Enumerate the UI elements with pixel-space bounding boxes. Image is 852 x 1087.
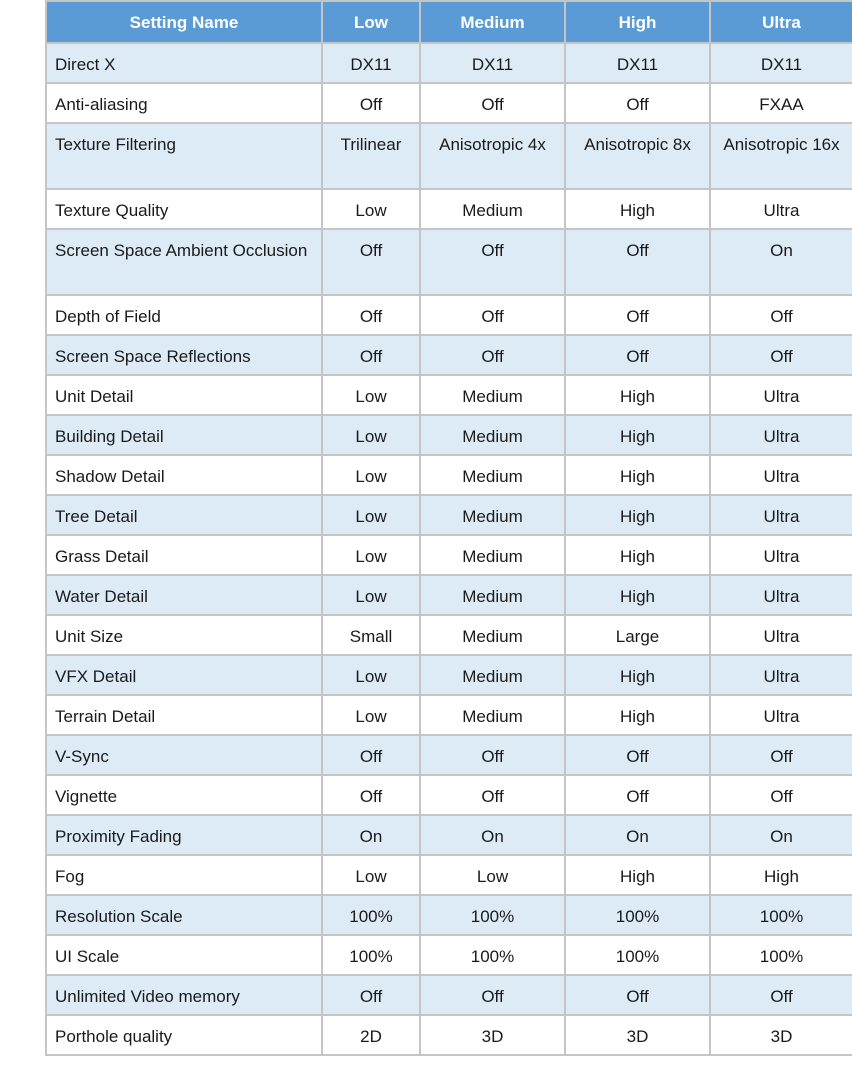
value-cell-low: Off bbox=[322, 295, 420, 335]
value-cell-low: Low bbox=[322, 695, 420, 735]
value-cell-low: Off bbox=[322, 83, 420, 123]
value-cell-medium: DX11 bbox=[420, 43, 565, 83]
value-cell-high: High bbox=[565, 455, 710, 495]
table-row bbox=[46, 415, 852, 455]
value-cell-ultra: 3D bbox=[710, 1015, 852, 1055]
value-cell-high: High bbox=[565, 855, 710, 895]
setting-name-cell: VFX Detail bbox=[46, 655, 322, 695]
value-cell-medium: Off bbox=[420, 975, 565, 1015]
setting-name-cell: Texture Filtering bbox=[46, 123, 322, 189]
value-cell-ultra: 100% bbox=[710, 895, 852, 935]
setting-name-cell: V-Sync bbox=[46, 735, 322, 775]
value-cell-ultra: Anisotropic 16x bbox=[710, 123, 852, 189]
value-cell-high: High bbox=[565, 535, 710, 575]
setting-name-cell: Proximity Fading bbox=[46, 815, 322, 855]
table-row bbox=[46, 83, 852, 123]
value-cell-medium: Off bbox=[420, 295, 565, 335]
value-cell-medium: 100% bbox=[420, 895, 565, 935]
value-cell-ultra: 100% bbox=[710, 935, 852, 975]
value-cell-medium: 100% bbox=[420, 935, 565, 975]
setting-name-cell: Depth of Field bbox=[46, 295, 322, 335]
table-row bbox=[46, 815, 852, 855]
value-cell-low: Low bbox=[322, 189, 420, 229]
value-cell-low: Low bbox=[322, 375, 420, 415]
setting-name-cell: Shadow Detail bbox=[46, 455, 322, 495]
header-low: Low bbox=[322, 1, 420, 43]
value-cell-ultra: Off bbox=[710, 975, 852, 1015]
value-cell-high: Off bbox=[565, 975, 710, 1015]
value-cell-medium: 3D bbox=[420, 1015, 565, 1055]
value-cell-high: Off bbox=[565, 335, 710, 375]
value-cell-low: Low bbox=[322, 495, 420, 535]
setting-name-cell: Direct X bbox=[46, 43, 322, 83]
value-cell-high: Anisotropic 8x bbox=[565, 123, 710, 189]
value-cell-ultra: Off bbox=[710, 335, 852, 375]
value-cell-high: High bbox=[565, 375, 710, 415]
value-cell-high: 100% bbox=[565, 935, 710, 975]
value-cell-ultra: Ultra bbox=[710, 695, 852, 735]
value-cell-low: Trilinear bbox=[322, 123, 420, 189]
value-cell-high: Large bbox=[565, 615, 710, 655]
value-cell-ultra: On bbox=[710, 229, 852, 295]
table-row bbox=[46, 1015, 852, 1055]
value-cell-high: On bbox=[565, 815, 710, 855]
value-cell-ultra: On bbox=[710, 815, 852, 855]
setting-name-cell: Resolution Scale bbox=[46, 895, 322, 935]
value-cell-ultra: High bbox=[710, 855, 852, 895]
table-row bbox=[46, 855, 852, 895]
value-cell-low: Low bbox=[322, 415, 420, 455]
value-cell-ultra: Ultra bbox=[710, 189, 852, 229]
value-cell-high: High bbox=[565, 575, 710, 615]
table-row bbox=[46, 655, 852, 695]
value-cell-medium: Low bbox=[420, 855, 565, 895]
table-row bbox=[46, 189, 852, 229]
table-row bbox=[46, 335, 852, 375]
value-cell-high: Off bbox=[565, 295, 710, 335]
table-row bbox=[46, 575, 852, 615]
setting-name-cell: Anti-aliasing bbox=[46, 83, 322, 123]
value-cell-high: Off bbox=[565, 735, 710, 775]
header-ultra: Ultra bbox=[710, 1, 852, 43]
value-cell-medium: Medium bbox=[420, 375, 565, 415]
value-cell-medium: Medium bbox=[420, 615, 565, 655]
value-cell-high: High bbox=[565, 189, 710, 229]
value-cell-high: DX11 bbox=[565, 43, 710, 83]
value-cell-medium: Off bbox=[420, 735, 565, 775]
value-cell-medium: Off bbox=[420, 775, 565, 815]
value-cell-low: 100% bbox=[322, 895, 420, 935]
table-row bbox=[46, 295, 852, 335]
header-medium: Medium bbox=[420, 1, 565, 43]
value-cell-low: Off bbox=[322, 229, 420, 295]
value-cell-medium: On bbox=[420, 815, 565, 855]
table-row bbox=[46, 695, 852, 735]
value-cell-high: 100% bbox=[565, 895, 710, 935]
value-cell-ultra: Off bbox=[710, 735, 852, 775]
value-cell-high: Off bbox=[565, 83, 710, 123]
table-row bbox=[46, 895, 852, 935]
value-cell-low: Low bbox=[322, 655, 420, 695]
value-cell-low: Low bbox=[322, 455, 420, 495]
value-cell-ultra: Ultra bbox=[710, 615, 852, 655]
table-header bbox=[46, 1, 852, 43]
value-cell-ultra: FXAA bbox=[710, 83, 852, 123]
value-cell-ultra: Ultra bbox=[710, 655, 852, 695]
header-row bbox=[46, 1, 852, 43]
value-cell-low: Off bbox=[322, 335, 420, 375]
table-body bbox=[46, 43, 852, 1055]
setting-name-cell: UI Scale bbox=[46, 935, 322, 975]
table-row bbox=[46, 229, 852, 295]
value-cell-ultra: Off bbox=[710, 295, 852, 335]
value-cell-ultra: Ultra bbox=[710, 455, 852, 495]
setting-name-cell: Porthole quality bbox=[46, 1015, 322, 1055]
header-high: High bbox=[565, 1, 710, 43]
value-cell-medium: Medium bbox=[420, 575, 565, 615]
value-cell-high: High bbox=[565, 495, 710, 535]
table-row bbox=[46, 375, 852, 415]
value-cell-ultra: Ultra bbox=[710, 415, 852, 455]
value-cell-ultra: Ultra bbox=[710, 495, 852, 535]
value-cell-medium: Off bbox=[420, 83, 565, 123]
setting-name-cell: Unit Detail bbox=[46, 375, 322, 415]
setting-name-cell: Vignette bbox=[46, 775, 322, 815]
setting-name-cell: Screen Space Ambient Occlusion bbox=[46, 229, 322, 295]
value-cell-low: Low bbox=[322, 575, 420, 615]
graphics-settings-table bbox=[45, 0, 852, 1056]
table-row bbox=[46, 455, 852, 495]
value-cell-low: Off bbox=[322, 775, 420, 815]
value-cell-high: 3D bbox=[565, 1015, 710, 1055]
table-row bbox=[46, 615, 852, 655]
table-row bbox=[46, 735, 852, 775]
table-row bbox=[46, 495, 852, 535]
table-row bbox=[46, 775, 852, 815]
value-cell-medium: Medium bbox=[420, 189, 565, 229]
setting-name-cell: Tree Detail bbox=[46, 495, 322, 535]
table-row bbox=[46, 535, 852, 575]
value-cell-medium: Off bbox=[420, 229, 565, 295]
value-cell-ultra: Ultra bbox=[710, 575, 852, 615]
value-cell-low: Low bbox=[322, 855, 420, 895]
setting-name-cell: Unlimited Video memory bbox=[46, 975, 322, 1015]
setting-name-cell: Unit Size bbox=[46, 615, 322, 655]
value-cell-high: High bbox=[565, 655, 710, 695]
value-cell-high: Off bbox=[565, 229, 710, 295]
value-cell-medium: Medium bbox=[420, 535, 565, 575]
table-row bbox=[46, 43, 852, 83]
value-cell-high: High bbox=[565, 695, 710, 735]
table-row bbox=[46, 123, 852, 189]
setting-name-cell: Texture Quality bbox=[46, 189, 322, 229]
setting-name-cell: Grass Detail bbox=[46, 535, 322, 575]
setting-name-cell: Screen Space Reflections bbox=[46, 335, 322, 375]
value-cell-low: Off bbox=[322, 735, 420, 775]
table-row bbox=[46, 975, 852, 1015]
table-row bbox=[46, 935, 852, 975]
value-cell-ultra: Ultra bbox=[710, 535, 852, 575]
value-cell-high: Off bbox=[565, 775, 710, 815]
value-cell-ultra: Ultra bbox=[710, 375, 852, 415]
value-cell-low: On bbox=[322, 815, 420, 855]
value-cell-medium: Medium bbox=[420, 655, 565, 695]
value-cell-high: High bbox=[565, 415, 710, 455]
value-cell-low: 2D bbox=[322, 1015, 420, 1055]
value-cell-low: Low bbox=[322, 535, 420, 575]
setting-name-cell: Terrain Detail bbox=[46, 695, 322, 735]
value-cell-ultra: DX11 bbox=[710, 43, 852, 83]
value-cell-medium: Medium bbox=[420, 415, 565, 455]
setting-name-cell: Water Detail bbox=[46, 575, 322, 615]
setting-name-cell: Fog bbox=[46, 855, 322, 895]
header-setting-name: Setting Name bbox=[46, 1, 322, 43]
value-cell-low: 100% bbox=[322, 935, 420, 975]
value-cell-low: DX11 bbox=[322, 43, 420, 83]
value-cell-low: Small bbox=[322, 615, 420, 655]
value-cell-medium: Medium bbox=[420, 495, 565, 535]
value-cell-low: Off bbox=[322, 975, 420, 1015]
value-cell-ultra: Off bbox=[710, 775, 852, 815]
value-cell-medium: Medium bbox=[420, 455, 565, 495]
value-cell-medium: Off bbox=[420, 335, 565, 375]
setting-name-cell: Building Detail bbox=[46, 415, 322, 455]
value-cell-medium: Medium bbox=[420, 695, 565, 735]
value-cell-medium: Anisotropic 4x bbox=[420, 123, 565, 189]
